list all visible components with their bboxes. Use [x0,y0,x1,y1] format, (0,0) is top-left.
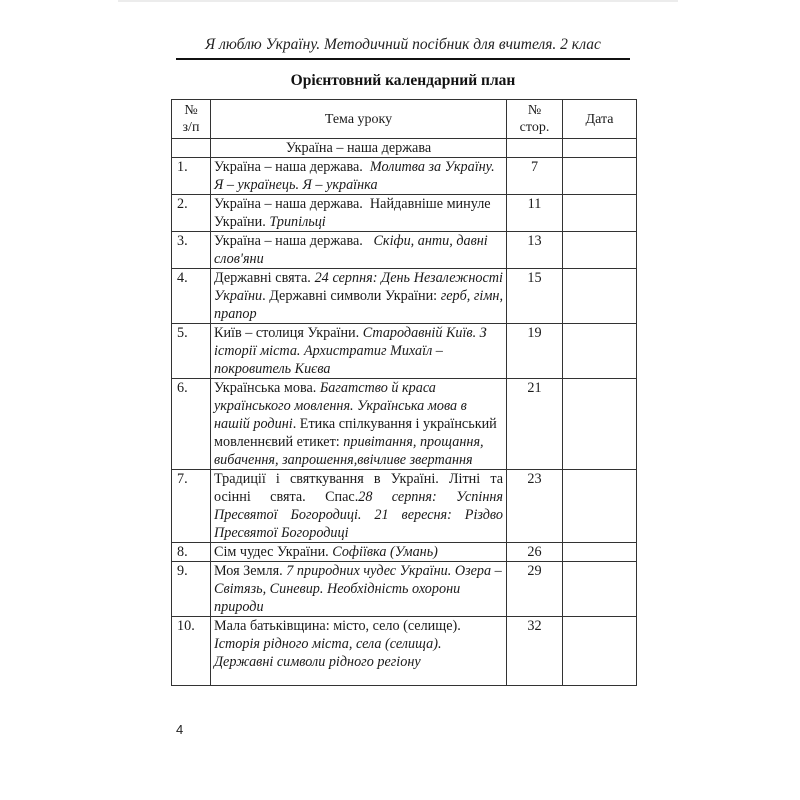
table-row [172,269,637,324]
lesson-date [563,269,637,324]
topic-text: . Етика спілкування і український мовленнєвий етикет: [214,416,501,450]
topic-detail-italic: привітання, прощання, вибачення, запрошення,ввічливе звертання [214,434,491,468]
section-empty-cell [172,139,211,158]
lesson-topic [211,324,507,379]
section-title: Україна – наша держава [211,139,507,158]
lesson-date [563,562,637,617]
lesson-number: 1. [172,158,211,195]
topic-detail-italic: Стародавній Київ. З історії міста. Архистратиг Михаїл – покровитель Києва [214,325,491,377]
section-empty-cell [563,139,637,158]
lesson-date [563,470,637,543]
lesson-date [563,379,637,470]
lesson-page: 11 [507,195,563,232]
topic-text: Українська мова. [214,380,320,396]
column-header-page [507,100,563,139]
lesson-number: 7. [172,470,211,543]
lesson-date [563,158,637,195]
lesson-page: 7 [507,158,563,195]
lesson-page: 15 [507,269,563,324]
topic-text: Сім чудес України. [214,544,333,560]
column-header-date: Дата [563,100,637,139]
topic-detail-italic: Історія рідного міста, села (селища). Державні символи рідного регіону [214,636,446,670]
lesson-topic [211,379,507,470]
table-row [172,158,637,195]
section-row [172,139,637,158]
lesson-number: 8. [172,543,211,562]
column-header-page-line1: № [527,103,542,118]
topic-text: Україна – наша держава. [214,233,374,249]
lesson-topic [211,543,507,562]
column-header-page-line2: стор. [519,120,550,135]
lesson-number: 10. [172,617,211,686]
topic-text: Мала батьківщина: місто, село (селище). [214,618,465,634]
table-row [172,543,637,562]
column-header-number-line2: з/п [182,120,200,135]
lesson-date [563,617,637,686]
lesson-date [563,195,637,232]
lesson-page: 26 [507,543,563,562]
lesson-page: 19 [507,324,563,379]
lesson-number: 3. [172,232,211,269]
lesson-topic [211,269,507,324]
lesson-number: 5. [172,324,211,379]
topic-text: Україна – наша держава. [214,159,370,175]
column-header-number-line1: № [184,103,198,118]
lesson-topic [211,562,507,617]
lesson-date [563,543,637,562]
lesson-number: 6. [172,379,211,470]
topic-detail-italic: Скіфи, анти, давні слов'яни [214,233,492,267]
topic-detail-italic: Софіївка (Умань) [332,544,438,560]
document-title: Орієнтовний календарний план [290,72,516,89]
page-top-edge [118,0,678,2]
topic-text: Моя Земля. [214,563,287,579]
lesson-topic [211,617,507,686]
calendar-plan-table [171,99,637,686]
lesson-page: 21 [507,379,563,470]
column-header-number [172,100,211,139]
topic-detail-italic: герб, гімн, прапор [214,288,507,322]
lesson-topic [211,232,507,269]
table-header-row [172,100,637,139]
page-number: 4 [176,722,184,737]
lesson-topic [211,158,507,195]
lesson-date [563,324,637,379]
topic-text: Державні свята. [214,270,315,286]
table-row [172,324,637,379]
lesson-page: 29 [507,562,563,617]
lesson-page: 13 [507,232,563,269]
lesson-page: 32 [507,617,563,686]
lesson-date [563,232,637,269]
section-empty-cell [507,139,563,158]
topic-text: Традиції і святкування в Україні. Літні та осінні свята. Спас. [214,471,507,505]
topic-detail-italic: 7 природних чудес України. Озера – Світязь, Синевир. Необхідність охорони природи [214,563,506,615]
topic-detail-italic: Трипільці [269,214,326,230]
topic-detail-italic: Багатство й краса українського мовлення. Українська мова в нашій родині [214,380,471,432]
column-header-topic: Тема уроку [211,100,507,139]
lesson-topic [211,470,507,543]
lesson-page: 23 [507,470,563,543]
table-row [172,617,637,686]
table-row [172,232,637,269]
lesson-topic [211,195,507,232]
topic-text: . Державні символи України: [262,288,441,304]
running-header: Я люблю Україну. Методичний посібник для вчителя. 2 клас [205,36,601,53]
table-row [172,470,637,543]
lesson-number: 2. [172,195,211,232]
lesson-number: 9. [172,562,211,617]
topic-detail-italic: Молитва за Україну. Я – українець. Я – українка [214,159,499,193]
table-row [172,562,637,617]
topic-detail-italic: 24 серпня: День Незалежності України [214,270,507,304]
topic-text: Київ – столиця України. [214,325,363,341]
topic-detail-italic: 28 серпня: Успіння Пресвятої Богородиці. 21 вересня: Різдво Пресвятої Богородиці [214,489,507,541]
topic-text: Україна – наша держава. Найдавніше минуле України. [214,196,495,230]
header-rule [176,58,630,60]
table-row [172,379,637,470]
table-row [172,195,637,232]
lesson-number: 4. [172,269,211,324]
